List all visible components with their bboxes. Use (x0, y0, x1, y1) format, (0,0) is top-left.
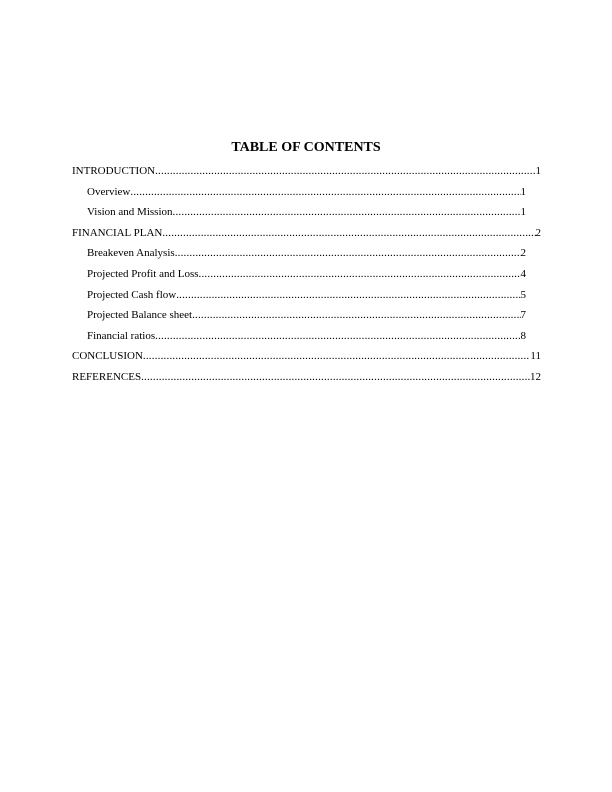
toc-entry-page: 5 (520, 288, 526, 301)
toc-leader-dots (143, 349, 531, 363)
toc-entry-label: Breakeven Analysis (87, 247, 175, 260)
toc-entry-label: Projected Cash flow (87, 288, 177, 301)
toc-entry-page: 1 (535, 165, 541, 177)
toc-entry-page: 8 (520, 329, 526, 342)
toc-entry-introduction[interactable] (72, 164, 541, 185)
toc-entry-page: 12 (530, 370, 541, 383)
toc-entry-page: 1 (520, 206, 526, 219)
toc-entry-vision-and-mission[interactable] (72, 205, 526, 226)
toc-leader-dots (176, 288, 520, 302)
toc-entry-financial-plan[interactable] (72, 226, 541, 247)
toc-entry-page: 2 (535, 226, 541, 239)
toc-entry-page: 2 (520, 247, 526, 260)
toc-entry-financial-ratios[interactable] (72, 329, 526, 350)
toc-entry-projected-profit-and-loss[interactable] (72, 267, 526, 288)
toc-entry-label: Financial ratios (87, 329, 156, 342)
toc-entry-references[interactable] (72, 370, 541, 391)
toc-entry-label: Projected Profit and Loss (87, 267, 199, 280)
toc-entry-label: FINANCIAL PLAN (72, 226, 163, 239)
toc-entry-overview[interactable] (72, 185, 526, 206)
toc-leader-dots (130, 185, 520, 199)
toc-entry-breakeven-analysis[interactable] (72, 246, 526, 267)
toc-leader-dots (175, 246, 521, 260)
toc-leader-dots (155, 164, 535, 178)
toc-list (72, 164, 541, 391)
toc-entry-page: 1 (520, 185, 526, 198)
toc-entry-page: 11 (530, 350, 541, 363)
toc-leader-dots (155, 329, 520, 343)
toc-entry-label: Overview (87, 185, 131, 198)
toc-leader-dots (192, 308, 520, 322)
toc-title: TABLE OF CONTENTS (231, 140, 381, 155)
toc-leader-dots (199, 267, 521, 281)
toc-leader-dots (141, 370, 530, 384)
toc-entry-label: Projected Balance sheet (87, 309, 193, 322)
toc-entry-label: CONCLUSION (72, 350, 143, 363)
toc-entry-page: 4 (520, 267, 526, 280)
toc-entry-label: REFERENCES (72, 370, 142, 383)
toc-entry-projected-balance-sheet[interactable] (72, 308, 526, 329)
toc-entry-page: 7 (520, 309, 526, 322)
toc-entry-label: Vision and Mission (87, 206, 173, 219)
toc-entry-projected-cash-flow[interactable] (72, 288, 526, 309)
toc-leader-dots (173, 205, 521, 219)
toc-entry-conclusion[interactable] (72, 349, 541, 370)
toc-entry-label: INTRODUCTION (72, 165, 156, 177)
toc-leader-dots (162, 226, 535, 240)
